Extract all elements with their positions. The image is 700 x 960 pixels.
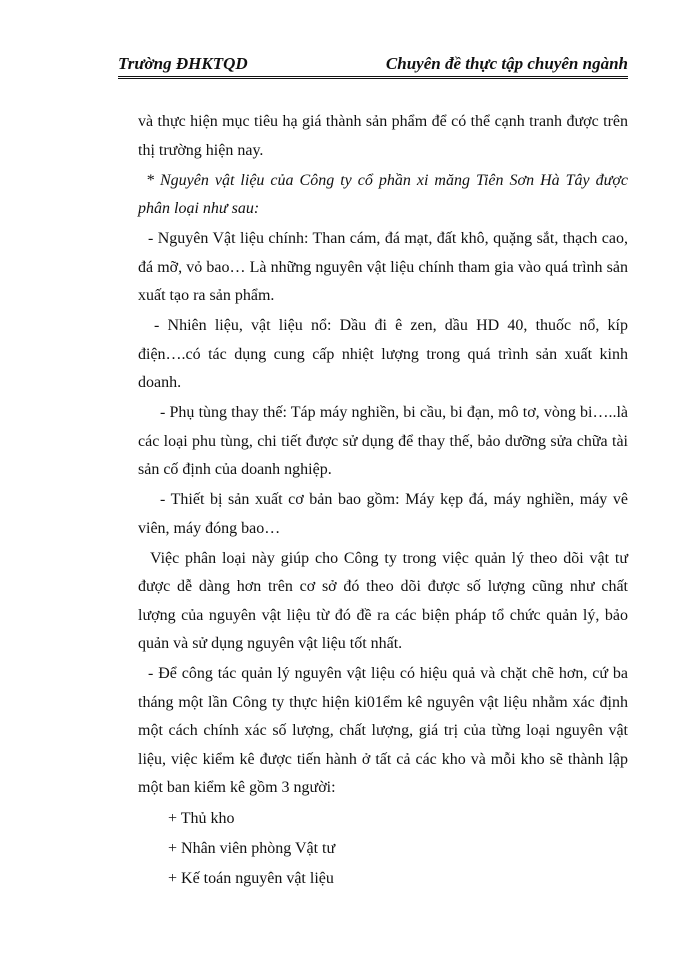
paragraph-classification-heading: * Nguyên vật liệu của Công ty cổ phần xi măng Tiên Sơn Hà Tây được phân loại như sau: [138,171,628,217]
inventory-committee-list [138,804,628,894]
header-report-title: Chuyên đề thực tập chuyên ngành [385,54,628,73]
paragraph-classification-benefit: Việc phân loại này giúp cho Công ty trong việc quản lý theo dõi vật tư được dễ dàng hơn trên cơ sở đó theo dõi được số lượng cũng như chất lượng của nguyên vật liệu từ đó đề ra các biện pháp tổ chức quản lý, bảo quản và sử dụng nguyên vật liệu tốt nhất. [138,549,628,652]
paragraph-inventory-check: - Để công tác quản lý nguyên vật liệu có hiệu quả và chặt chẽ hơn, cứ ba tháng một lần Công ty thực hiện ki01ểm kê nguyên vật liệu nhằm xác định một cách chính xác số lượng, chất lượng, giá trị của từng loại nguyên vật liệu, việc kiểm kê được tiến hành ở tất cả các kho và mỗi kho sẽ thành lập một ban kiểm kê gồm 3 người: [138,665,628,796]
page-header [118,52,628,79]
list-item: + Nhân viên phòng Vật tư [168,840,336,857]
paragraph-intro: và thực hiện mục tiêu hạ giá thành sản phẩm để có thể cạnh tranh được trên thị trường hiện nay. [138,113,628,159]
list-item: + Thủ kho [168,810,235,827]
document-body [138,108,628,894]
paragraph-equipment: - Thiết bị sản xuất cơ bản bao gồm: Máy kẹp đá, máy nghiền, máy vê viên, máy đóng bao… [138,491,628,537]
paragraph-spare-parts: - Phụ tùng thay thế: Táp máy nghiền, bi cầu, bi đạn, mô tơ, vòng bi…..là các loại phu tùng, chi tiết được sử dụng để thay thế, bảo dưỡng sửa chữa tài sản cố định của doanh nghiệp. [138,404,628,478]
paragraph-main-materials: - Nguyên Vật liệu chính: Than cám, đá mạt, đất khô, quặng sắt, thạch cao, đá mỡ, vỏ bao… Là những nguyên vật liệu chính tham gia vào quá trình sản xuất tạo ra sản phẩm. [138,230,628,304]
list-item: + Kế toán nguyên vật liệu [168,870,334,887]
header-school: Trường ĐHKTQD [118,54,248,73]
paragraph-fuels: - Nhiên liệu, vật liệu nổ: Dầu đi ê zen, dầu HD 40, thuốc nổ, kíp điện….có tác dụng cung cấp nhiệt lượng trong quá trình sản xuất kinh doanh. [138,317,628,391]
